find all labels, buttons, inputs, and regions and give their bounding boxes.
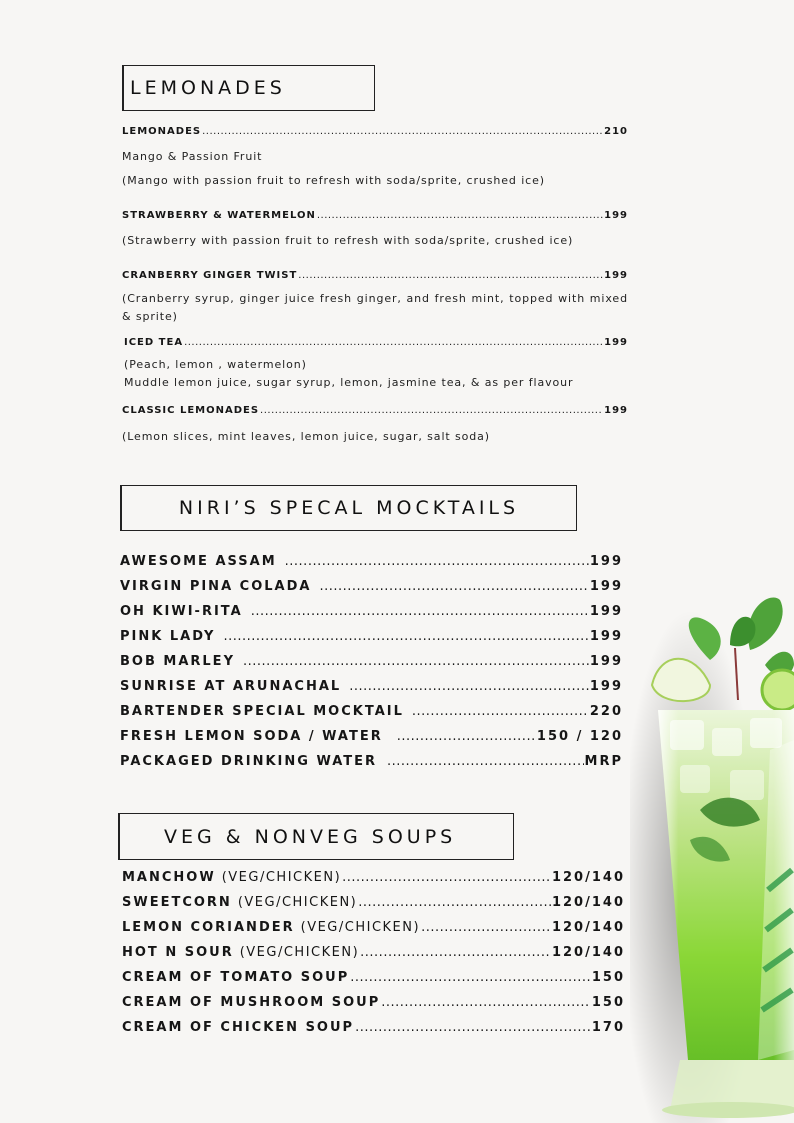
item-name: BARTENDER SPECIAL MOCKTAIL [120,704,404,719]
item-price: 170 [591,1020,625,1035]
dot-leader [285,554,589,569]
item-name: CREAM OF CHICKEN SOUP [122,1020,355,1035]
item-name: ICED TEA [124,337,184,348]
menu-item [122,895,625,910]
dot-leader [319,579,588,594]
dot-leader [223,629,588,644]
item-price: 199 [589,554,623,569]
item-price: 120/140 [551,895,625,910]
menu-item [120,729,623,744]
menu-item [122,945,625,960]
dot-leader [421,920,551,935]
item-variant: (VEG/CHICKEN) [239,945,360,960]
item-description: (Peach, lemon , watermelon) [124,358,307,371]
menu-item [120,579,623,594]
dot-leader [360,945,551,960]
soups-heading-box [118,813,514,860]
menu-item [120,604,623,619]
menu-item [120,679,623,694]
item-price: 150 / 120 [536,729,623,744]
dot-leader [358,895,551,910]
item-subtitle: Mango & Passion Fruit [122,150,263,163]
item-name: AWESOME ASSAM [120,554,277,569]
dot-leader [243,654,589,669]
item-price: 199 [589,679,623,694]
item-price: 199 [589,654,623,669]
mocktails-heading: NIRI’S SPECAL MOCKTAILS [178,497,520,519]
item-name: CRANBERRY GINGER TWIST [122,270,298,281]
item-price: 199 [589,579,623,594]
item-price: 120/140 [551,920,625,935]
item-description-2: Muddle lemon juice, sugar syrup, lemon, jasmine tea, & as per flavour [124,376,574,389]
item-price: 199 [604,405,628,416]
item-price: MRP [584,754,623,769]
item-name: CLASSIC LEMONADES [122,405,260,416]
item-price: 199 [589,629,623,644]
dot-leader [202,126,603,137]
menu-item [120,704,623,719]
item-price: 199 [604,270,628,281]
item-price: 199 [589,604,623,619]
item-name: STRAWBERRY & WATERMELON [122,210,316,221]
item-name: MANCHOW [122,870,216,885]
item-name: HOT N SOUR [122,945,234,960]
mocktails-heading-box [120,485,577,531]
item-price: 210 [604,126,628,137]
menu-item [122,970,625,985]
item-variant: (VEG/CHICKEN) [221,870,342,885]
soups-heading: VEG & NONVEG SOUPS [164,825,457,848]
item-name: BOB MARLEY [120,654,235,669]
item-name: OH KIWI-RITA [120,604,243,619]
item-name: VIRGIN PINA COLADA [120,579,312,594]
dot-leader [251,604,589,619]
dot-leader [342,870,551,885]
dot-leader [350,970,591,985]
item-name: PACKAGED DRINKING WATER [120,754,378,769]
dot-leader [260,405,603,416]
dot-leader [298,270,603,281]
item-name: CREAM OF MUSHROOM SOUP [122,995,381,1010]
item-variant: (VEG/CHICKEN) [237,895,358,910]
item-price: 199 [604,210,628,221]
dot-leader [412,704,589,719]
item-name: SUNRISE AT ARUNACHAL [120,679,342,694]
menu-item [124,337,628,348]
dot-leader [355,1020,591,1035]
menu-item [122,126,628,137]
menu-item [120,629,623,644]
item-price: 120/140 [551,945,625,960]
mojito-glass-image [630,590,794,1123]
menu-item [120,554,623,569]
dot-leader [381,995,591,1010]
item-name: FRESH LEMON SODA / WATER [120,729,383,744]
menu-item [122,210,628,221]
menu-item [122,995,625,1010]
menu-item [122,920,625,935]
menu-item [122,270,628,281]
menu-item [120,654,623,669]
item-variant: (VEG/CHICKEN) [300,920,421,935]
item-description: (Lemon slices, mint leaves, lemon juice, sugar, salt soda) [122,430,490,443]
menu-item [120,754,623,769]
item-description: (Mango with passion fruit to refresh with soda/sprite, crushed ice) [122,174,545,187]
item-description: (Strawberry with passion fruit to refresh with soda/sprite, crushed ice) [122,234,574,247]
item-price: 120/140 [551,870,625,885]
item-name: LEMON CORIANDER [122,920,295,935]
item-description: (Cranberry syrup, ginger juice fresh ginger, and fresh mint, topped with mixed & sprite) [122,292,628,323]
dot-leader [317,210,603,221]
item-name: LEMONADES [122,126,202,137]
item-price: 150 [591,970,625,985]
menu-item [122,870,625,885]
item-price: 150 [591,995,625,1010]
lemonades-heading-box [122,65,375,111]
item-name: SWEETCORN [122,895,232,910]
dot-leader [387,754,584,769]
dot-leader [349,679,589,694]
item-name: PINK LADY [120,629,216,644]
item-price: 199 [604,337,628,348]
dot-leader [184,337,603,348]
item-price: 220 [589,704,623,719]
dot-leader [397,729,536,744]
lemonades-heading: LEMONADES [130,77,286,99]
item-name: CREAM OF TOMATO SOUP [122,970,350,985]
menu-item [122,405,628,416]
menu-item [122,1020,625,1035]
